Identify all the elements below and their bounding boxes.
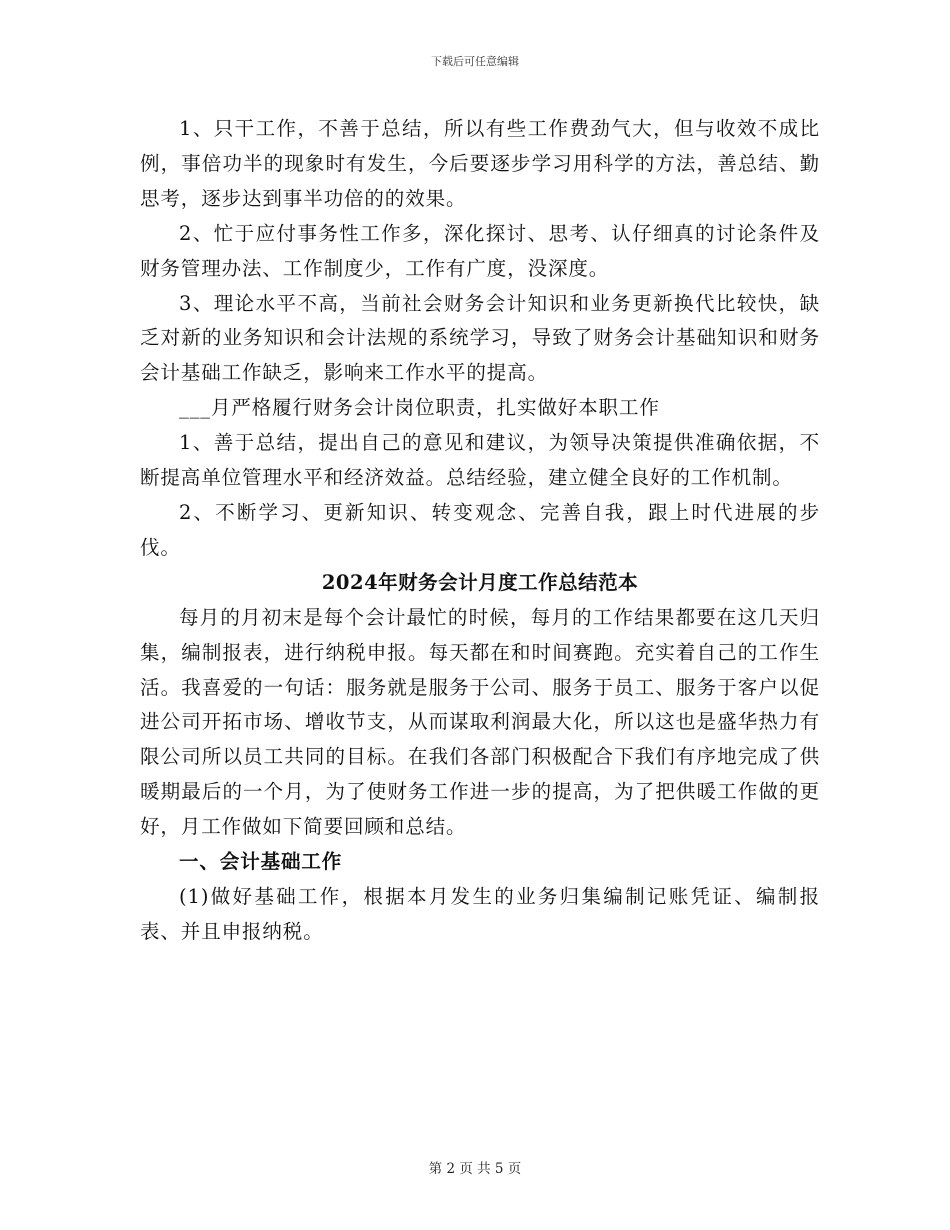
paragraph-problem-1: 1、只干工作，不善于总结，所以有些工作费劲气大，但与收效不成比例，事倍功半的现象时有发生，今后要逐步学习用科学的方法，善总结、勤思考，逐步达到事半功倍的的效果。 (140, 117, 820, 210)
section-title: 2024年财务会计月度工作总结范本 (321, 570, 639, 594)
paragraph-plan-heading: ___月严格履行财务会计岗位职责，扎实做好本职工作 (179, 396, 660, 420)
paragraph-intro: 每月的月初末是每个会计最忙的时候，每月的工作结果都要在这几天归集，编制报表，进行纳税申报。每天都在和时间赛跑。充实着自己的工作生活。我喜爱的一句话：服务就是服务于公司、服务于员工、服务于客户以促进公司开拓市场、增收节支，从而谋取利润最大化，所以这也是盛华热力有限公司所以员工共同的目标。在我们各部门积极配合下我们有序地完成了供暖期最后的一个月，为了使财务工作进一步的提高，为了把供暖工作做的更好，月工作做如下简要回顾和总结。 (140, 605, 820, 839)
paragraph-problem-2: 2、忙于应付事务性工作多，深化探讨、思考、认仔细真的讨论条件及财务管理办法、工作制度少，工作有广度，没深度。 (140, 221, 820, 280)
paragraph-plan-1: 1、善于总结，提出自己的意见和建议，为领导决策提供准确依据，不断提高单位管理水平和经济效益。总结经验，建立健全良好的工作机制。 (140, 431, 820, 490)
paragraph-basics-1: (1)做好基础工作，根据本月发生的业务归集编制记账凭证、编制报表、并且申报纳税。 (140, 884, 820, 943)
page-footer: 第 2 页 共 5 页 (428, 1161, 522, 1177)
page-header: 下载后可任意编辑 (431, 55, 519, 68)
subheading-accounting-basics: 一、会计基础工作 (179, 850, 343, 874)
paragraph-problem-3: 3、理论水平不高，当前社会财务会计知识和业务更新换代比较快，缺乏对新的业务知识和会计法规的系统学习，导致了财务会计基础知识和财务会计基础工作缺乏，影响来工作水平的提高。 (140, 291, 820, 385)
document-body (140, 112, 820, 950)
paragraph-plan-2: 2、不断学习、更新知识、转变观念、完善自我，跟上时代进展的步伐。 (140, 500, 820, 559)
